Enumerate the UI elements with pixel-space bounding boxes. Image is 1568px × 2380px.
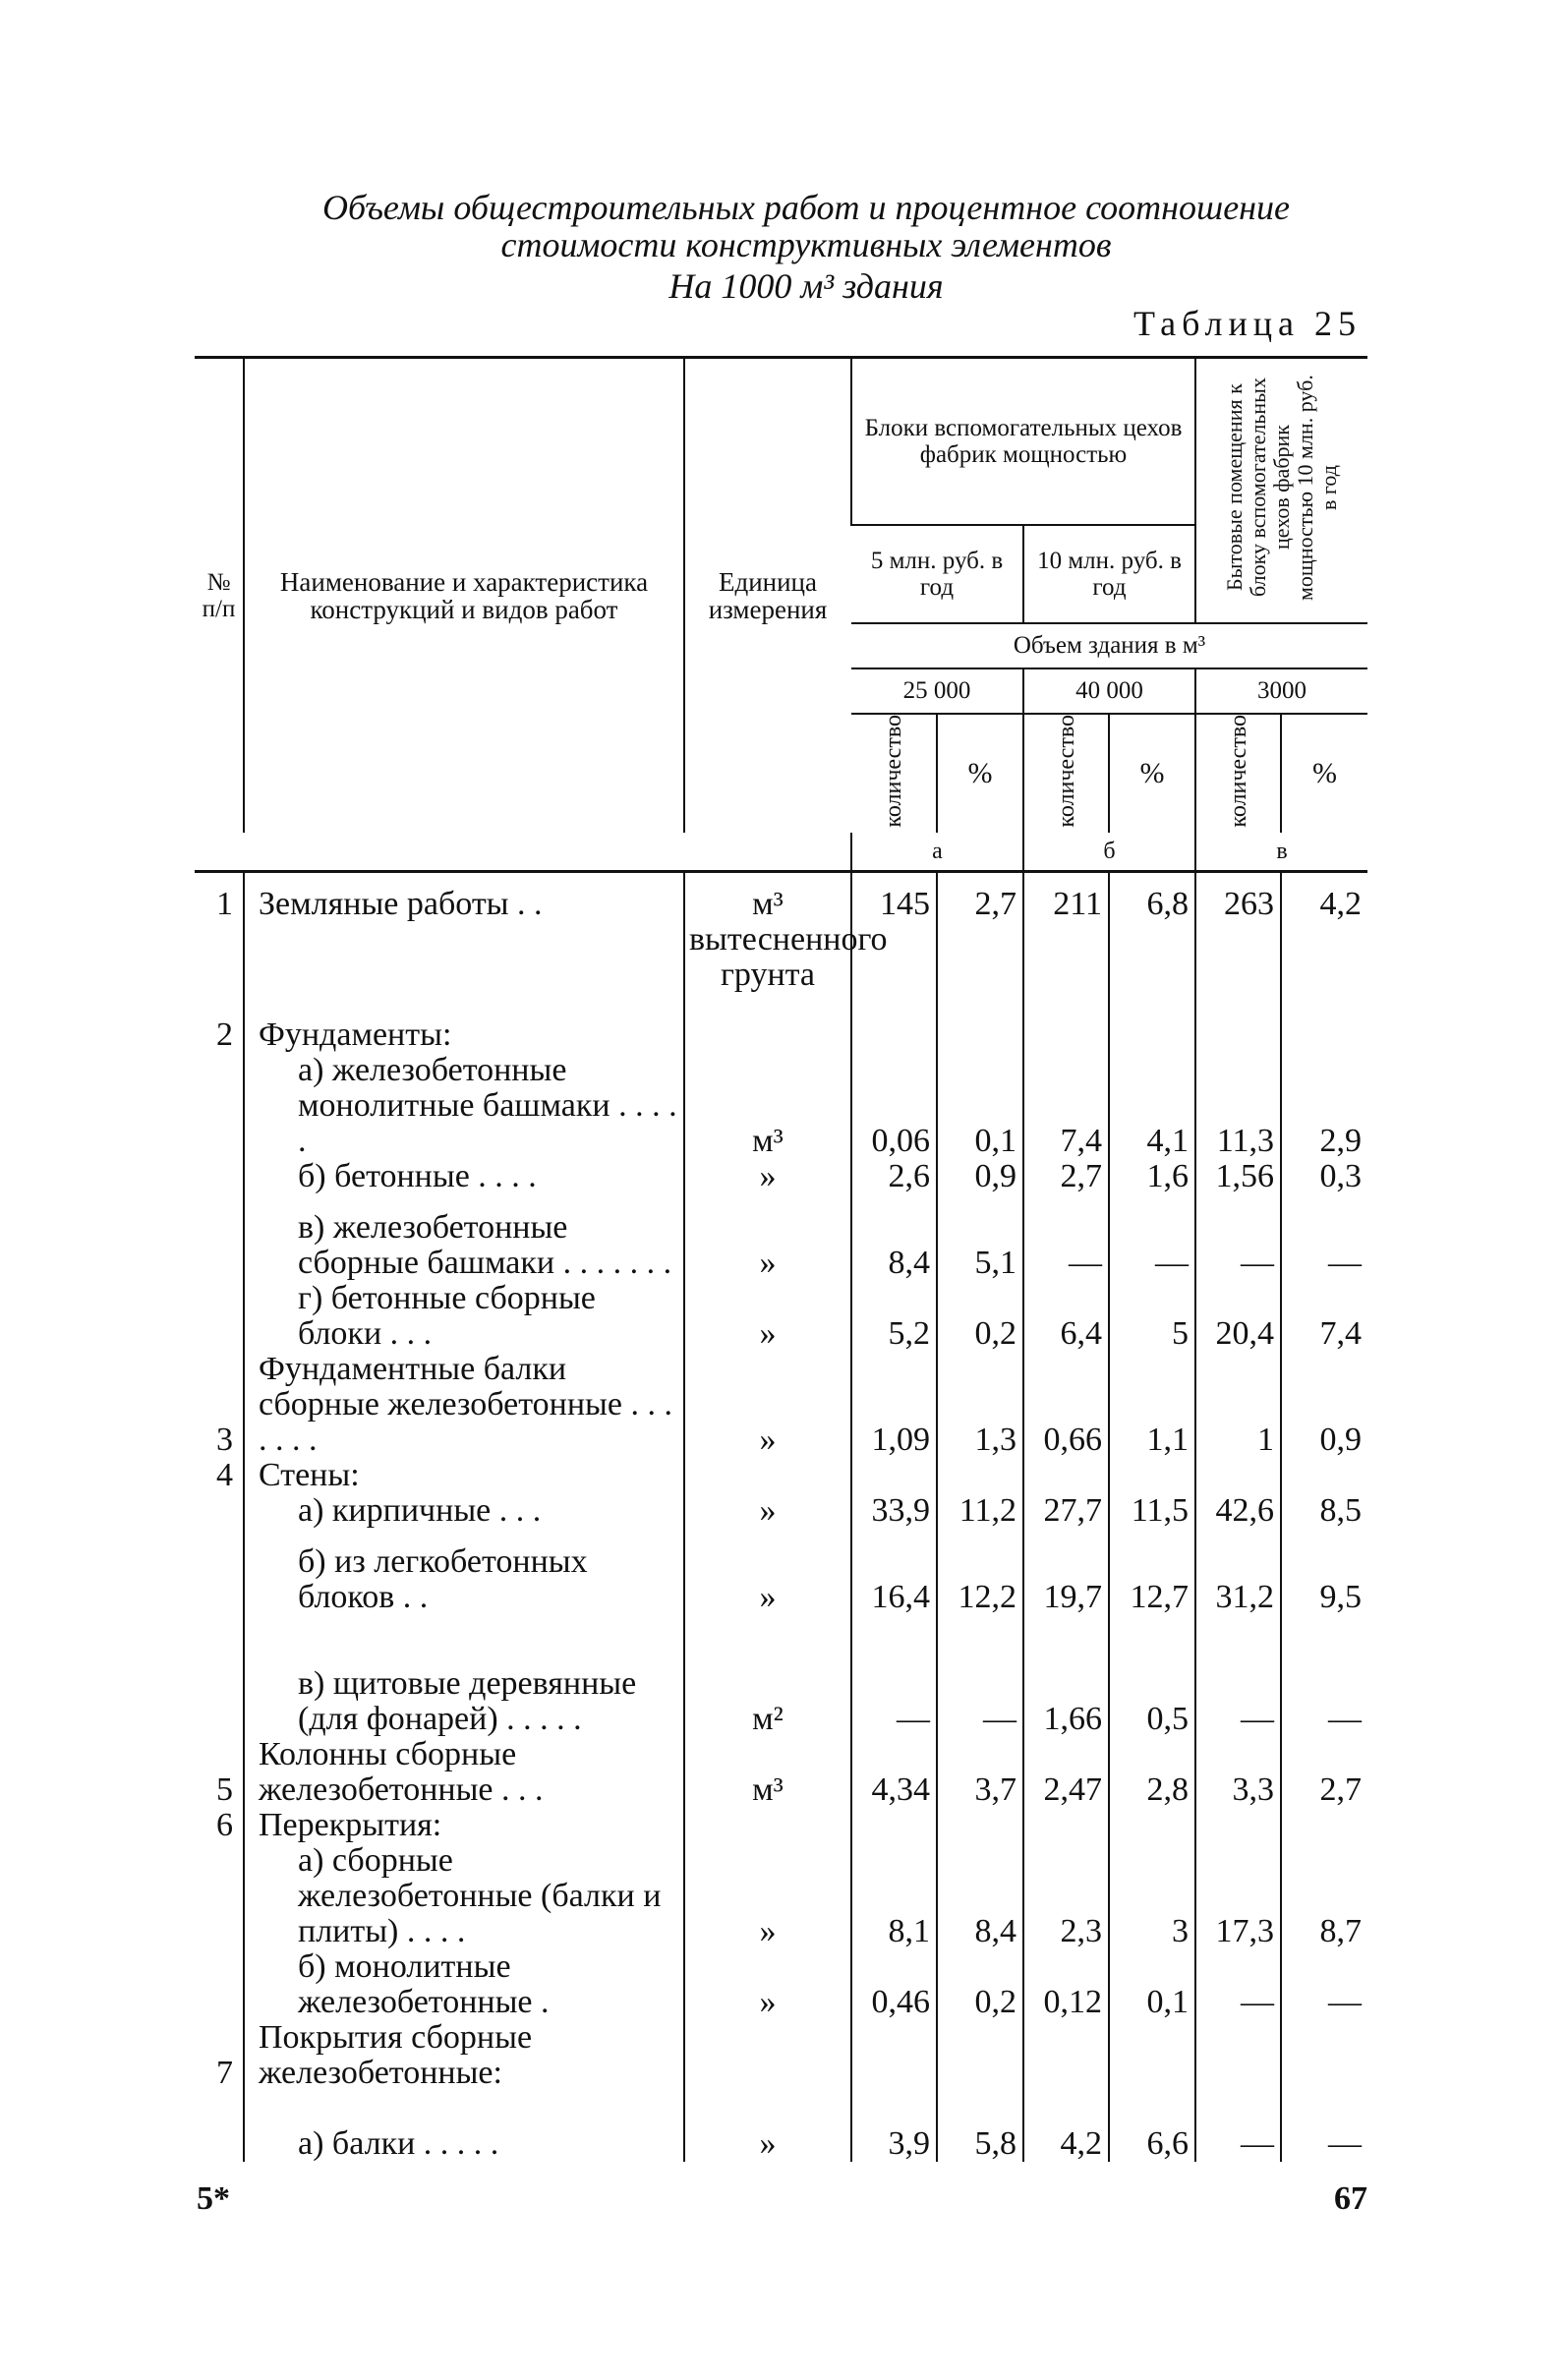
qty-a <box>851 2020 937 2091</box>
qty-c: — <box>1195 1615 1281 1737</box>
qty-c <box>1195 1808 1281 1843</box>
qty-a <box>851 1017 937 1053</box>
qty-c: 42,6 <box>1195 1493 1281 1529</box>
qty-a: 8,4 <box>851 1194 937 1281</box>
qty-b: 1,66 <box>1023 1615 1109 1737</box>
row-number <box>195 1843 244 1949</box>
row-number <box>195 1949 244 2020</box>
qty-b: 211 <box>1023 872 1109 1017</box>
qty-c: 263 <box>1195 872 1281 1017</box>
row-unit: м³ <box>684 1737 851 1808</box>
row-name: Стены: <box>244 1458 684 1493</box>
pct-c: — <box>1328 2124 1362 2162</box>
row-name: Земляные работы . . <box>244 872 684 1017</box>
header-qty-a <box>851 714 937 834</box>
qty-b: 19,7 <box>1023 1529 1109 1615</box>
qty-a: 5,2 <box>851 1281 937 1352</box>
header-pct-b: % <box>1109 714 1195 834</box>
qty-c: — <box>1195 2091 1281 2162</box>
pct-a: 5,8 <box>937 2091 1023 2162</box>
table-row <box>195 1159 1367 1194</box>
table-row <box>195 872 1367 1017</box>
pct-a: 5,1 <box>937 1194 1023 1281</box>
row-number: 1 <box>195 872 244 1017</box>
row-name: б) из легкобетонных блоков . . <box>244 1529 684 1615</box>
pct-c: — <box>1328 1700 1362 1737</box>
row-number: 5 <box>195 1737 244 1808</box>
pct-c: 0,9 <box>1319 1421 1362 1458</box>
header-name: Наименование и характеристика конструкций и видов работ <box>244 358 684 834</box>
letter-a: а <box>851 833 1023 872</box>
qty-c <box>1195 1017 1281 1053</box>
pct-b: — <box>1109 1194 1195 1281</box>
header-vol-a: 25 000 <box>851 668 1023 714</box>
row-name: в) щитовые деревянные (для фонарей) . . . . . <box>244 1615 684 1737</box>
row-number <box>195 1281 244 1352</box>
pct-c <box>1281 1808 1367 1843</box>
row-unit: м³ <box>684 1053 851 1159</box>
pct-c: 9,5 <box>1319 1578 1362 1615</box>
row-name: в) железобетонные сборные башмаки . . . . . . . <box>244 1194 684 1281</box>
pct-a: 0,9 <box>937 1159 1023 1194</box>
table-body <box>195 872 1367 2162</box>
qty-c: — <box>1195 1949 1281 2020</box>
row-number <box>195 1493 244 1529</box>
header-qty-b <box>1023 714 1109 834</box>
pct-a: 12,2 <box>937 1529 1023 1615</box>
table-row <box>195 1843 1367 1949</box>
pct-a: 0,2 <box>937 1281 1023 1352</box>
header-vol-b: 40 000 <box>1023 668 1195 714</box>
letter-b: б <box>1023 833 1195 872</box>
row-name: б) бетонные . . . . <box>244 1159 684 1194</box>
qty-c: 1 <box>1195 1352 1281 1458</box>
pct-c: 2,7 <box>1319 1770 1362 1808</box>
row-unit: » <box>684 1352 851 1458</box>
table-row <box>195 1352 1367 1458</box>
pct-a: — <box>937 1615 1023 1737</box>
row-name: г) бетонные сборные блоки . . . <box>244 1281 684 1352</box>
row-unit: » <box>684 1949 851 2020</box>
qty-a: 2,6 <box>851 1159 937 1194</box>
pct-a: 3,7 <box>937 1737 1023 1808</box>
pct-c: 0,3 <box>1319 1157 1362 1194</box>
qty-a: 0,06 <box>851 1053 937 1159</box>
table-label: Таблица 25 <box>1133 304 1362 343</box>
row-unit: » <box>684 1843 851 1949</box>
header-cap-2: 10 млн. руб. в год <box>1023 525 1195 623</box>
row-unit: м² <box>684 1615 851 1737</box>
title-line-3: На 1000 м³ здания <box>668 266 944 306</box>
header-qty-a-text: количество <box>881 714 906 828</box>
pct-b <box>1109 1808 1195 1843</box>
row-number <box>195 1053 244 1159</box>
qty-a: 0,46 <box>851 1949 937 2020</box>
table-row <box>195 1194 1367 1281</box>
qty-c: 3,3 <box>1195 1737 1281 1808</box>
row-name: Фундаментные балки сборные железобетонные . . . . . . . <box>244 1352 684 1458</box>
header-qty-b-text: количество <box>1053 714 1079 828</box>
table-row <box>195 1053 1367 1159</box>
qty-c <box>1195 2020 1281 2091</box>
row-number <box>195 2091 244 2162</box>
row-number: 3 <box>195 1352 244 1458</box>
qty-b: 27,7 <box>1023 1493 1109 1529</box>
qty-a: 8,1 <box>851 1843 937 1949</box>
pct-b: 6,6 <box>1109 2091 1195 2162</box>
row-number <box>195 1615 244 1737</box>
qty-b: — <box>1023 1194 1109 1281</box>
header-vol-c: 3000 <box>1195 668 1367 714</box>
pct-b: 12,7 <box>1109 1529 1195 1615</box>
qty-c: 17,3 <box>1195 1843 1281 1949</box>
row-name: Колонны сборные железобетонные . . . <box>244 1737 684 1808</box>
qty-b <box>1023 1017 1109 1053</box>
pct-b: 6,8 <box>1109 872 1195 1017</box>
row-number: 4 <box>195 1458 244 1493</box>
row-unit: м³ вытесненного грунта <box>684 872 851 1017</box>
qty-c <box>1195 1458 1281 1493</box>
row-unit: » <box>684 1194 851 1281</box>
header-qty-c-text: количество <box>1225 714 1251 828</box>
qty-a <box>851 1808 937 1843</box>
pct-c: — <box>1328 1244 1362 1281</box>
pct-b: 2,8 <box>1109 1737 1195 1808</box>
row-number <box>195 1159 244 1194</box>
qty-b: 7,4 <box>1023 1053 1109 1159</box>
pct-a: 2,7 <box>937 872 1023 1017</box>
pct-a <box>937 1458 1023 1493</box>
table-row <box>195 1949 1367 2020</box>
pct-c: 7,4 <box>1319 1314 1362 1352</box>
header-pct-c: % <box>1281 714 1367 834</box>
header-side-group: Бытовые помещения к блоку вспомогательных цехов фабрик мощностью 10 млн. руб. в год <box>1222 374 1341 601</box>
qty-b: 4,2 <box>1023 2091 1109 2162</box>
pct-a: 11,2 <box>937 1493 1023 1529</box>
qty-c: 1,56 <box>1195 1159 1281 1194</box>
row-name: а) кирпичные . . . <box>244 1493 684 1529</box>
row-unit: » <box>684 1159 851 1194</box>
row-number: 7 <box>195 2020 244 2091</box>
qty-b: 2,3 <box>1023 1843 1109 1949</box>
row-unit: » <box>684 1529 851 1615</box>
table-row <box>195 1017 1367 1053</box>
qty-b <box>1023 2020 1109 2091</box>
qty-b: 0,12 <box>1023 1949 1109 2020</box>
row-name: Фундаменты: <box>244 1017 684 1053</box>
row-number: 2 <box>195 1017 244 1053</box>
row-unit: » <box>684 1281 851 1352</box>
row-name: б) монолитные железобетонные . <box>244 1949 684 2020</box>
pct-c: 4,2 <box>1319 886 1362 923</box>
signature-mark: 5* <box>197 2180 230 2217</box>
pct-b <box>1109 2020 1195 2091</box>
qty-b: 2,7 <box>1023 1159 1109 1194</box>
pct-c: 8,5 <box>1319 1491 1362 1529</box>
row-unit <box>684 1808 851 1843</box>
qty-a: 16,4 <box>851 1529 937 1615</box>
qty-c: — <box>1195 1194 1281 1281</box>
pct-c <box>1281 1017 1367 1053</box>
row-number <box>195 1529 244 1615</box>
pct-c <box>1281 2020 1367 2091</box>
table-row <box>195 1458 1367 1493</box>
pct-c: 8,7 <box>1319 1912 1362 1949</box>
pct-c <box>1281 1458 1367 1493</box>
qty-b: 2,47 <box>1023 1737 1109 1808</box>
pct-c: 2,9 <box>1319 1122 1362 1159</box>
pct-b: 0,1 <box>1109 1949 1195 2020</box>
row-name: Перекрытия: <box>244 1808 684 1843</box>
table-row <box>195 1493 1367 1529</box>
header-cap-1: 5 млн. руб. в год <box>851 525 1023 623</box>
pct-b: 0,5 <box>1109 1615 1195 1737</box>
header-pct-a: % <box>937 714 1023 834</box>
qty-b: 0,66 <box>1023 1352 1109 1458</box>
table-row <box>195 2020 1367 2091</box>
qty-b <box>1023 1458 1109 1493</box>
qty-c: 20,4 <box>1195 1281 1281 1352</box>
qty-a: 33,9 <box>851 1493 937 1529</box>
pct-b: 1,6 <box>1109 1159 1195 1194</box>
table-row <box>195 2091 1367 2162</box>
pct-b: 1,1 <box>1109 1352 1195 1458</box>
table-row <box>195 1615 1367 1737</box>
page-number: 67 <box>1334 2180 1367 2217</box>
row-name: а) балки . . . . . <box>244 2091 684 2162</box>
qty-b: 6,4 <box>1023 1281 1109 1352</box>
row-name: а) железобетонные монолитные башмаки . . . . . <box>244 1053 684 1159</box>
table-row <box>195 1529 1367 1615</box>
pct-b: 4,1 <box>1109 1053 1195 1159</box>
letter-c: в <box>1195 833 1367 872</box>
pct-a: 8,4 <box>937 1843 1023 1949</box>
row-name: а) сборные железобетонные (балки и плиты) . . . . <box>244 1843 684 1949</box>
table-row <box>195 1281 1367 1352</box>
pct-a: 0,1 <box>937 1053 1023 1159</box>
table-row <box>195 1737 1367 1808</box>
pct-a <box>937 2020 1023 2091</box>
row-number <box>195 1194 244 1281</box>
pct-c: — <box>1328 1983 1362 2020</box>
data-table <box>195 356 1367 2162</box>
qty-a: 3,9 <box>851 2091 937 2162</box>
qty-a <box>851 1458 937 1493</box>
pct-b: 3 <box>1109 1843 1195 1949</box>
header-group: Блоки вспомогательных цехов фабрик мощностью <box>851 358 1195 525</box>
qty-c: 31,2 <box>1195 1529 1281 1615</box>
row-name: Покрытия сборные железобетонные: <box>244 2020 684 2091</box>
header-side-group-cell <box>1195 358 1367 623</box>
header-qty-c <box>1195 714 1281 834</box>
qty-a: 1,09 <box>851 1352 937 1458</box>
row-unit <box>684 2020 851 2091</box>
qty-a: — <box>851 1615 937 1737</box>
qty-b <box>1023 1808 1109 1843</box>
pct-a: 1,3 <box>937 1352 1023 1458</box>
qty-c: 11,3 <box>1195 1053 1281 1159</box>
row-unit: » <box>684 2091 851 2162</box>
title-line-2: стоимости конструктивных элементов <box>500 225 1112 264</box>
row-unit: » <box>684 1493 851 1529</box>
table-row <box>195 1808 1367 1843</box>
header-num: № п/п <box>195 358 244 834</box>
qty-a: 4,34 <box>851 1737 937 1808</box>
pct-b: 5 <box>1109 1281 1195 1352</box>
pct-a <box>937 1017 1023 1053</box>
pct-b: 11,5 <box>1109 1493 1195 1529</box>
title-line-1: Объемы общестроительных работ и процентное соотношение <box>321 188 1291 227</box>
pct-b <box>1109 1458 1195 1493</box>
pct-b <box>1109 1017 1195 1053</box>
qty-a: 145 <box>851 872 937 1017</box>
row-unit <box>684 1017 851 1053</box>
row-number: 6 <box>195 1808 244 1843</box>
header-volume-label: Объем здания в м³ <box>851 623 1367 668</box>
pct-a <box>937 1808 1023 1843</box>
pct-a: 0,2 <box>937 1949 1023 2020</box>
row-unit <box>684 1458 851 1493</box>
header-unit: Единица измерения <box>684 358 851 834</box>
